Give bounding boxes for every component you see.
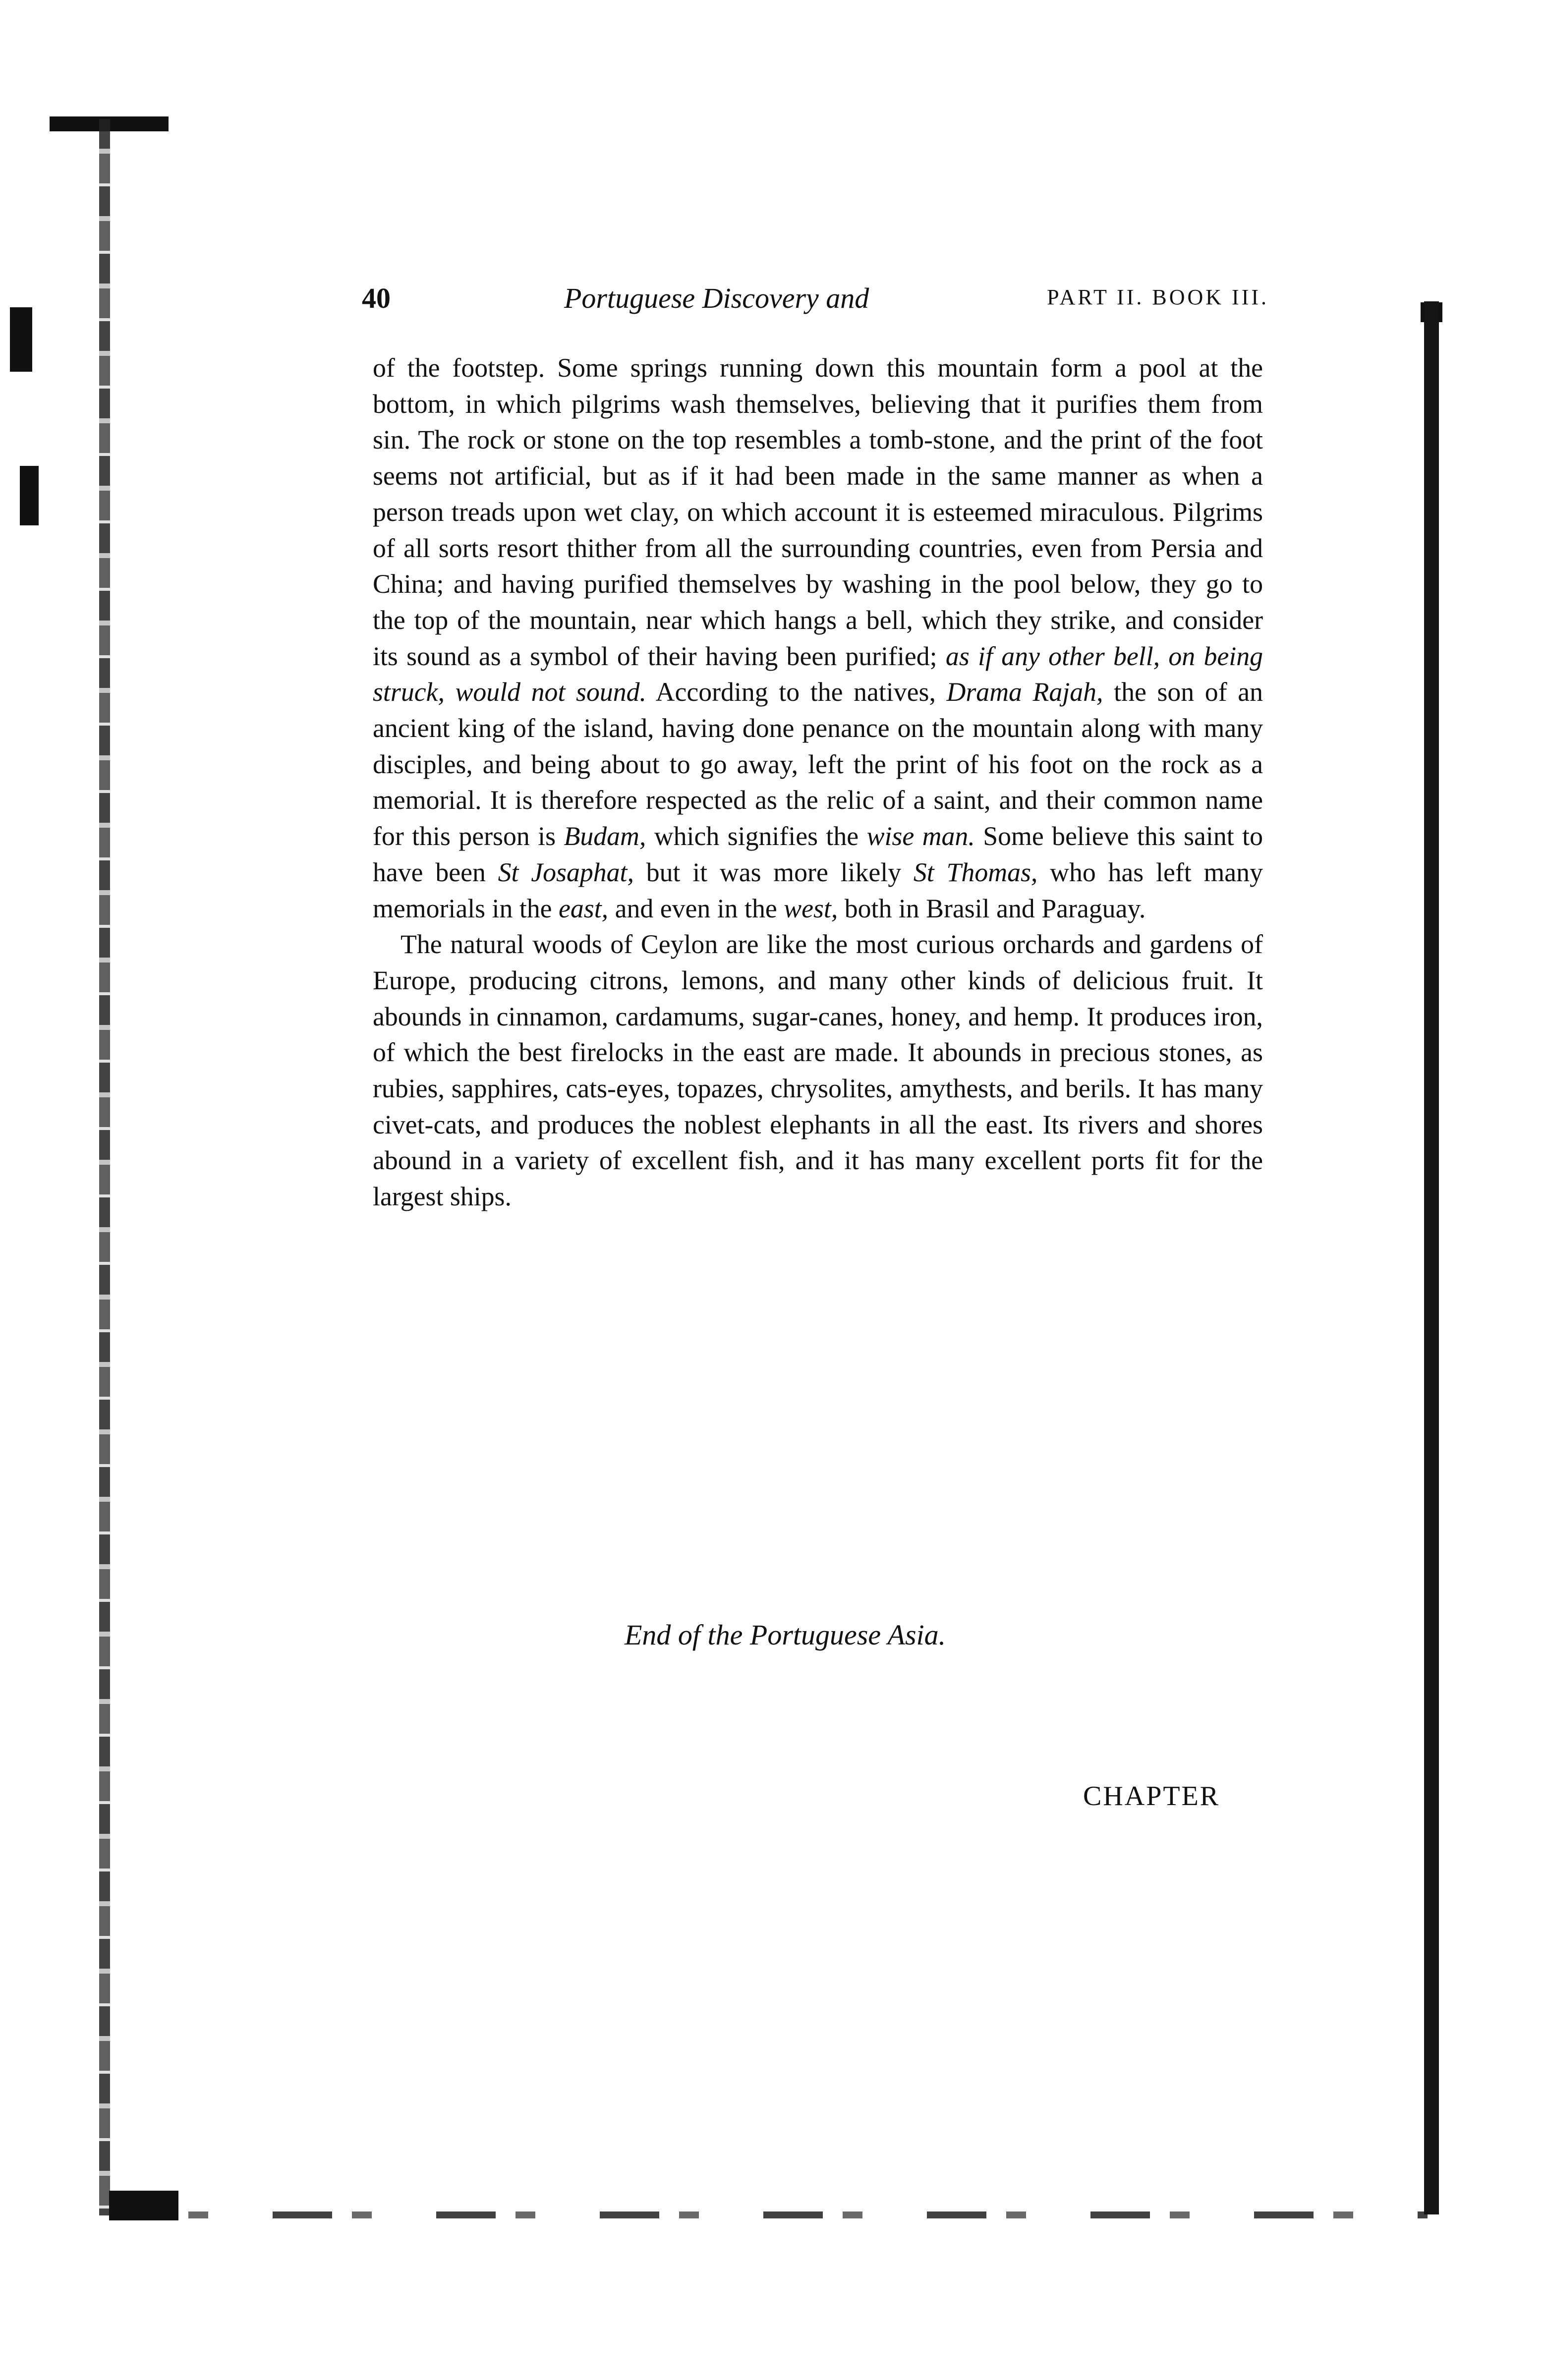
end-of-section-line: End of the Portuguese Asia. (625, 1619, 946, 1651)
running-head (362, 282, 1269, 316)
part-book-label: PART II. BOOK III. (1047, 285, 1269, 309)
scan-bottom-edge (109, 2211, 1428, 2218)
scan-left-edge (99, 119, 110, 2215)
scan-margin-mark (20, 466, 39, 525)
scan-right-edge (1424, 301, 1439, 2214)
paragraph-footstep: of the footstep. Some springs running down this mountain form a pool at the bottom, in which pilgrims wash themselves, believing that it purifies them from sin. The rock or stone on the top resembles a tomb-stone, and the print of the foot seems not artificial, but as if it had been made in the same manner as when a person treads upon wet clay, on which account it is esteemed miraculous. Pilgrims of all sorts resort thither from all the surrounding countries, even from Persia and China; and having purified themselves by washing in the pool below, they go to the top of the mountain, near which hangs a bell, which they strike, and consider its sound as a symbol of their having been purified; as if any other bell, on being struck, would not sound. According to the natives, Drama Rajah, the son of an ancient king of the island, having done penance on the mountain along with many disciples, and being about to go away, left the print of his foot on the rock as a memorial. It is therefore respected as the relic of a saint, and their common name for this person is Budam, which signifies the wise man. Some believe this saint to have been St Josaphat, but it was more likely St Thomas, who has left many memorials in the east, and even in the west, both in Brasil and Paraguay. (373, 353, 1263, 923)
paragraph-ceylon-woods: The natural woods of Ceylon are like the most curious orchards and gardens of Europe, producing citrons, lemons, and many other kinds of delicious fruit. It abounds in cinnamon, cardamums, sugar-canes, honey, and hemp. It produces iron, of which the best firelocks in the east are made. It abounds in precious stones, as rubies, sapphires, cats-eyes, topazes, chrysolites, amythests, and berils. It has many civet-cats, and produces the noblest elephants in all the east. Its rivers and shores abound in a variety of excellent fish, and it has many excellent ports fit for the largest ships. (373, 929, 1263, 1212)
main-text (373, 350, 1263, 1215)
catchword: CHAPTER (1083, 1781, 1220, 1812)
running-title: Portuguese Discovery and (564, 282, 869, 314)
scan-margin-mark (10, 307, 32, 372)
page-number: 40 (362, 282, 391, 314)
